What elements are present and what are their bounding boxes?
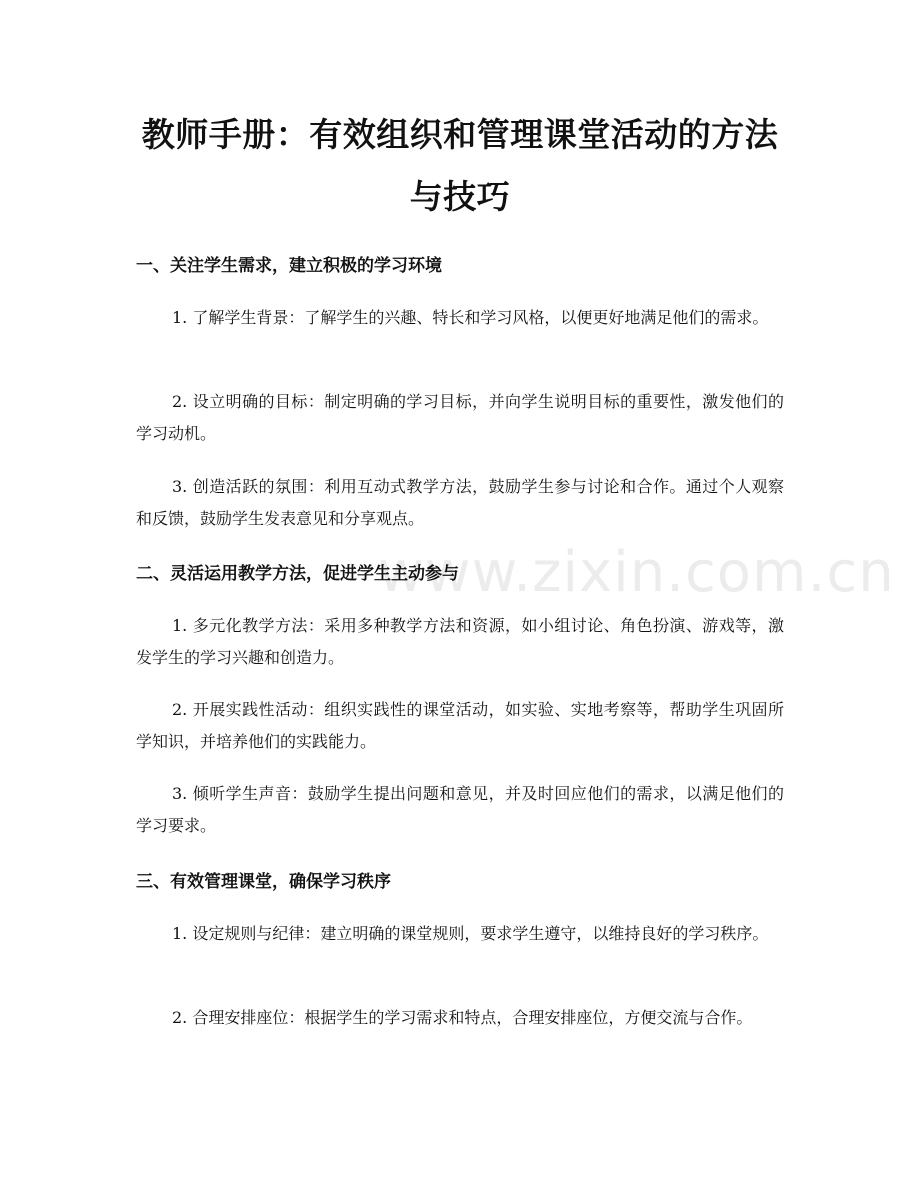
watermark: www.zixin.com.cn [378,540,895,605]
document-title: 教师手册：有效组织和管理课堂活动的方法与技巧 [141,115,779,216]
section-2-paragraph-3: 3. 倾听学生声音：鼓励学生提出问题和意见，并及时回应他们的需求，以满足他们的学习要求。 [136,784,784,835]
section-1-paragraph-2: 2. 设立明确的目标：制定明确的学习目标，并向学生说明目标的重要性，激发他们的学习动机。 [136,392,784,443]
section-1-paragraph-3: 3. 创造活跃的氛围：利用互动式教学方法，鼓励学生参与讨论和合作。通过个人观察和反馈，鼓励学生发表意见和分享观点。 [136,477,784,528]
section-3-paragraph-2: 2. 合理安排座位：根据学生的学习需求和特点，合理安排座位，方便交流与合作。 [172,1008,753,1027]
section-heading-2: 二、灵活运用教学方法，促进学生主动参与 [136,564,459,584]
section-heading-3: 三、有效管理课堂，确保学习秩序 [136,872,391,892]
section-2-paragraph-1: 1. 多元化教学方法：采用多种教学方法和资源，如小组讨论、角色扮演、游戏等，激发学生的学习兴趣和创造力。 [136,616,784,667]
section-1-paragraph-1: 1. 了解学生背景：了解学生的兴趣、特长和学习风格，以便更好地满足他们的需求。 [172,308,769,327]
section-heading-1: 一、关注学生需求，建立积极的学习环境 [136,256,442,276]
section-3-paragraph-1: 1. 设定规则与纪律：建立明确的课堂规则，要求学生遵守，以维持良好的学习秩序。 [172,924,769,943]
section-2-paragraph-2: 2. 开展实践性活动：组织实践性的课堂活动，如实验、实地考察等，帮助学生巩固所学知识，并培养他们的实践能力。 [136,700,784,751]
